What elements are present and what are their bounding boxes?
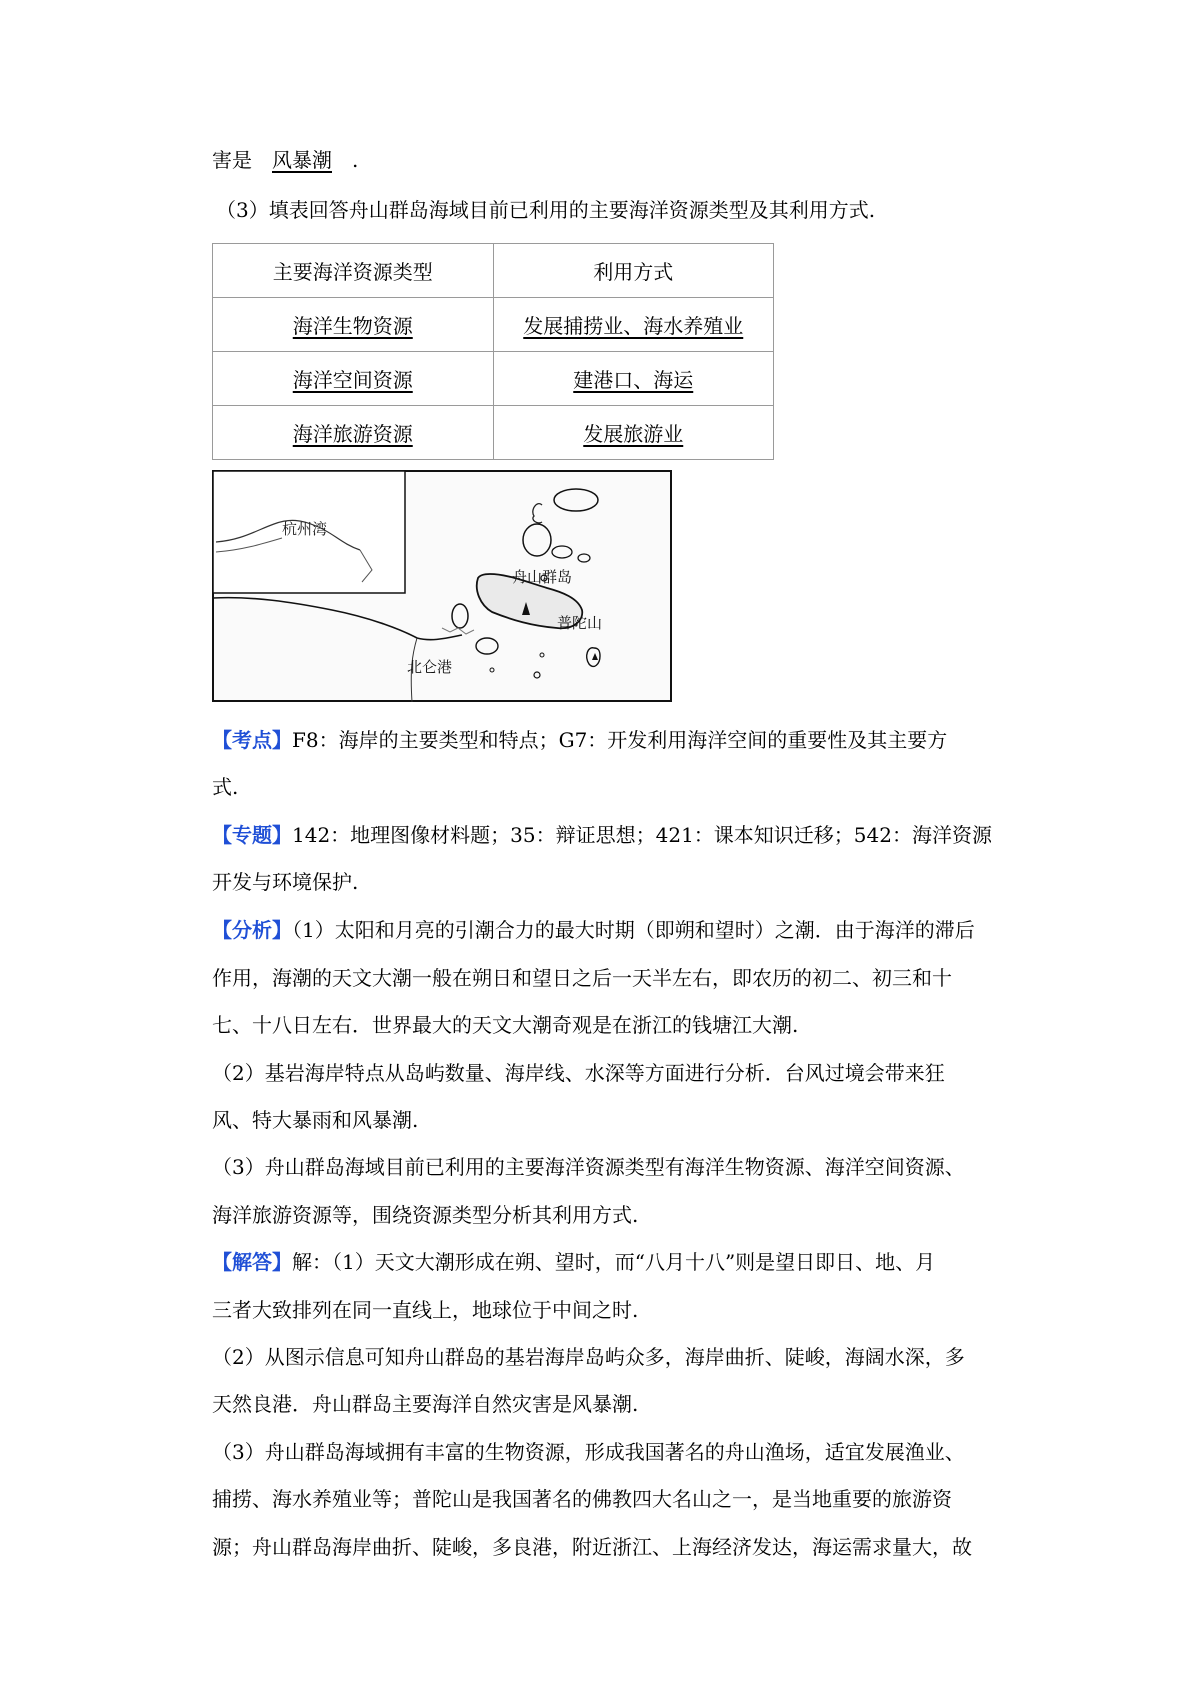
- zhuanti-line-1: [212, 821, 1032, 849]
- jieda-line-7: 源；舟山群岛海岸曲折、陡峻，多良港，附近浙江、上海经济发达，海运需求量大，故: [212, 1535, 972, 1559]
- q2-answer-blank: 风暴潮: [272, 148, 332, 172]
- resource-type-cell: 海洋生物资源: [292, 314, 413, 338]
- kaodian-text: F8：海岸的主要类型和特点；G7：开发利用海洋空间的重要性及其主要方: [292, 728, 948, 752]
- jieda-line-4: 天然良港．舟山群岛主要海洋自然灾害是风暴潮.: [212, 1392, 639, 1416]
- fenxi-line-1: [212, 916, 1032, 944]
- fenxi-line-7: 海洋旅游资源等，围绕资源类型分析其利用方式.: [212, 1203, 639, 1227]
- table-header-row: [213, 244, 774, 298]
- table-row: [213, 352, 774, 406]
- putuo-label: 普陀山: [557, 614, 603, 632]
- kaodian-tag: 【考点】: [212, 728, 292, 752]
- zhoushan-label: 舟山群岛: [512, 568, 573, 586]
- fenxi-tag: 【分析】: [212, 918, 292, 942]
- jieda-line-3: （2）从图示信息可知舟山群岛的基岩海岸岛屿众多，海岸曲折、陡峻，海阔水深，多: [212, 1345, 965, 1369]
- fenxi-line-3: 七、十八日左右．世界最大的天文大潮奇观是在浙江的钱塘江大潮.: [212, 1013, 799, 1037]
- zhuanti-text: 142：地理图像材料题；35：辩证思想；421：课本知识迁移；542：海洋资源: [292, 823, 992, 847]
- usage-cell: 发展旅游业: [583, 422, 684, 446]
- kaodian-line-2: 式.: [212, 775, 239, 799]
- resource-type-cell: 海洋旅游资源: [292, 422, 413, 446]
- table-row: [213, 298, 774, 352]
- resource-type-cell: 海洋空间资源: [292, 368, 413, 392]
- jieda-line-6: 捕捞、海水养殖业等；普陀山是我国著名的佛教四大名山之一，是当地重要的旅游资: [212, 1487, 952, 1511]
- table-header-cell: 利用方式: [493, 244, 774, 298]
- usage-cell: 建港口、海运: [573, 368, 694, 392]
- q2-suffix: .: [352, 148, 359, 172]
- q2-prefix: 害是: [212, 148, 252, 172]
- fenxi-line-6: （3）舟山群岛海域目前已利用的主要海洋资源类型有海洋生物资源、海洋空间资源、: [212, 1155, 965, 1179]
- hangzhou-bay-label: 杭州湾: [282, 520, 328, 538]
- resource-table: [212, 243, 774, 460]
- zhoushan-map: [212, 470, 672, 702]
- fenxi-text: （1）太阳和月亮的引潮合力的最大时期（即朔和望时）之潮．由于海洋的滞后: [292, 918, 975, 942]
- q3-prompt: （3）填表回答舟山群岛海域目前已利用的主要海洋资源类型及其利用方式.: [216, 198, 876, 222]
- zhuanti-line-2: 开发与环境保护.: [212, 870, 359, 894]
- q2-answer-line: [212, 146, 1032, 174]
- table-row: [213, 406, 774, 460]
- jieda-line-2: 三者大致排列在同一直线上，地球位于中间之时.: [212, 1298, 639, 1322]
- zhuanti-tag: 【专题】: [212, 823, 292, 847]
- jieda-line-1: [212, 1248, 1032, 1276]
- fenxi-line-2: 作用，海潮的天文大潮一般在朔日和望日之后一天半左右，即农历的初二、初三和十: [212, 966, 952, 990]
- usage-cell: 发展捕捞业、海水养殖业: [523, 314, 744, 338]
- fenxi-line-5: 风、特大暴雨和风暴潮.: [212, 1108, 419, 1132]
- fenxi-line-4: （2）基岩海岸特点从岛屿数量、海岸线、水深等方面进行分析．台风过境会带来狂: [212, 1061, 945, 1085]
- kaodian-line-1: [212, 726, 1032, 754]
- table-header-cell: 主要海洋资源类型: [213, 244, 494, 298]
- beilun-label: 北仑港: [407, 658, 453, 676]
- jieda-tag: 【解答】: [212, 1250, 292, 1274]
- jieda-text: 解：（1）天文大潮形成在朔、望时，而“八月十八”则是望日即日、地、月: [292, 1250, 936, 1274]
- jieda-line-5: （3）舟山群岛海域拥有丰富的生物资源，形成我国著名的舟山渔场，适宜发展渔业、: [212, 1440, 965, 1464]
